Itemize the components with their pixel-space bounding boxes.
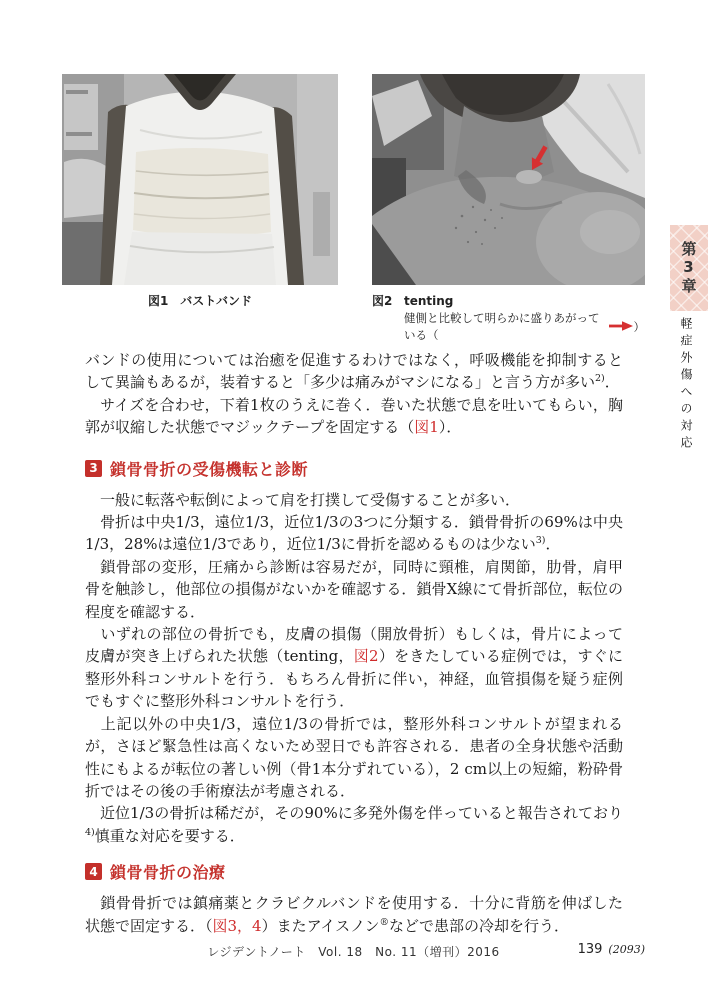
tenting-photo-illustration xyxy=(372,74,645,285)
figure2-caption-body xyxy=(404,293,645,344)
body-text-column xyxy=(85,349,623,937)
journal-citation: レジデントノート Vol. 18 No. 11（増刊）2016 xyxy=(207,945,500,959)
paragraph: 上記以外の中央1/3，遠位1/3の骨折では，整形外科コンサルトが望まれるが，さほど緊急性は高くないため翌日でも許容される．患者の全身状態や活動性にもよるが転位の著しい例（骨1本分ずれている），2 cm以上の短縮，粉砕骨折ではその後の手術療法が考慮される． xyxy=(85,714,623,800)
figure-1 xyxy=(62,74,338,310)
bust-band-photo-illustration xyxy=(62,74,338,285)
section-4-heading xyxy=(85,860,623,883)
paragraph: 鎖骨部の変形，圧痛から診断は容易だが，同時に頸椎，肩関節，肋骨，肩甲骨を触診し，他部位の損傷がないかを確認する．鎖骨X線にて骨折部位，転位の程度を確認する． xyxy=(85,557,623,621)
figure2-caption-title: tenting xyxy=(404,294,454,308)
figure2-photo-tenting xyxy=(372,74,645,285)
page-number-alt: (2093) xyxy=(608,943,645,956)
figure-2 xyxy=(372,74,645,344)
chapter-tab-label: 第3章 xyxy=(679,241,698,295)
chapter-section-title: 軽症外傷への対応 xyxy=(679,317,693,453)
figure1-photo-bust-band xyxy=(62,74,338,285)
chapter-tab xyxy=(670,225,708,311)
figure2-caption-label: 図2 xyxy=(372,294,393,308)
figure2-caption xyxy=(372,293,645,344)
paragraph: 近位1/3の骨折は稀だが，その90%に多発外傷を伴っていると報告されており$^{4)}$慎重な対応を要する． xyxy=(85,804,623,845)
section-title: 鎖骨骨折の受傷機転と診断 xyxy=(110,459,309,479)
section-title: 鎖骨骨折の治療 xyxy=(110,863,226,883)
page-footer xyxy=(62,943,645,963)
paragraph: サイズを合わせ，下着1枚のうえに巻く．巻いた状態で息を吐いてもらい，胸郭が収縮した状態でマジックテープを固定する（図1）． xyxy=(85,395,623,437)
paragraph: 一般に転落や転倒によって肩を打撲して受傷することが多い． xyxy=(85,490,521,509)
figure1-caption: 図1 バストバンド xyxy=(147,294,253,308)
section-number-badge: 3 xyxy=(85,460,102,477)
figure2-subcaption: 健側と比較して明らかに盛りあがっている（ ） xyxy=(404,311,645,342)
paragraph: いずれの部位の骨折でも，皮膚の損傷（開放骨折）もしくは，骨片によって皮膚が突き上げられた状態（tenting，図2）をきたしている症例では，すぐに整形外科コンサルトを行う．もちろん骨折に伴い，神経，血管損傷を疑う症例でもすぐに整形外科コンサルトを行う． xyxy=(85,625,624,711)
red-right-arrow-icon xyxy=(609,319,633,336)
section-number-badge: 4 xyxy=(85,863,102,880)
paragraph: バンドの使用については治癒を促進するわけではなく，呼吸機能を抑制するとして異論もあるが，装着すると「多少は痛みがマシになる」と言う方が多い$^{2)}$． xyxy=(85,351,623,392)
section-3-heading xyxy=(85,457,623,480)
paragraph: 鎖骨骨折では鎮痛薬とクラビクルバンドを使用する．十分に背筋を伸ばした状態で固定する．（図3，4）またアイスノン®などで患部の冷却を行う． xyxy=(85,894,623,935)
paragraph: 骨折は中央1/3，遠位1/3，近位1/3の3つに分類する．鎖骨骨折の69%は中央1/3，28%は遠位1/3であり，近位1/3に骨折を認めるものは少ない$^{3)}$． xyxy=(85,513,623,554)
page-number: 139 (2093) xyxy=(577,942,645,957)
